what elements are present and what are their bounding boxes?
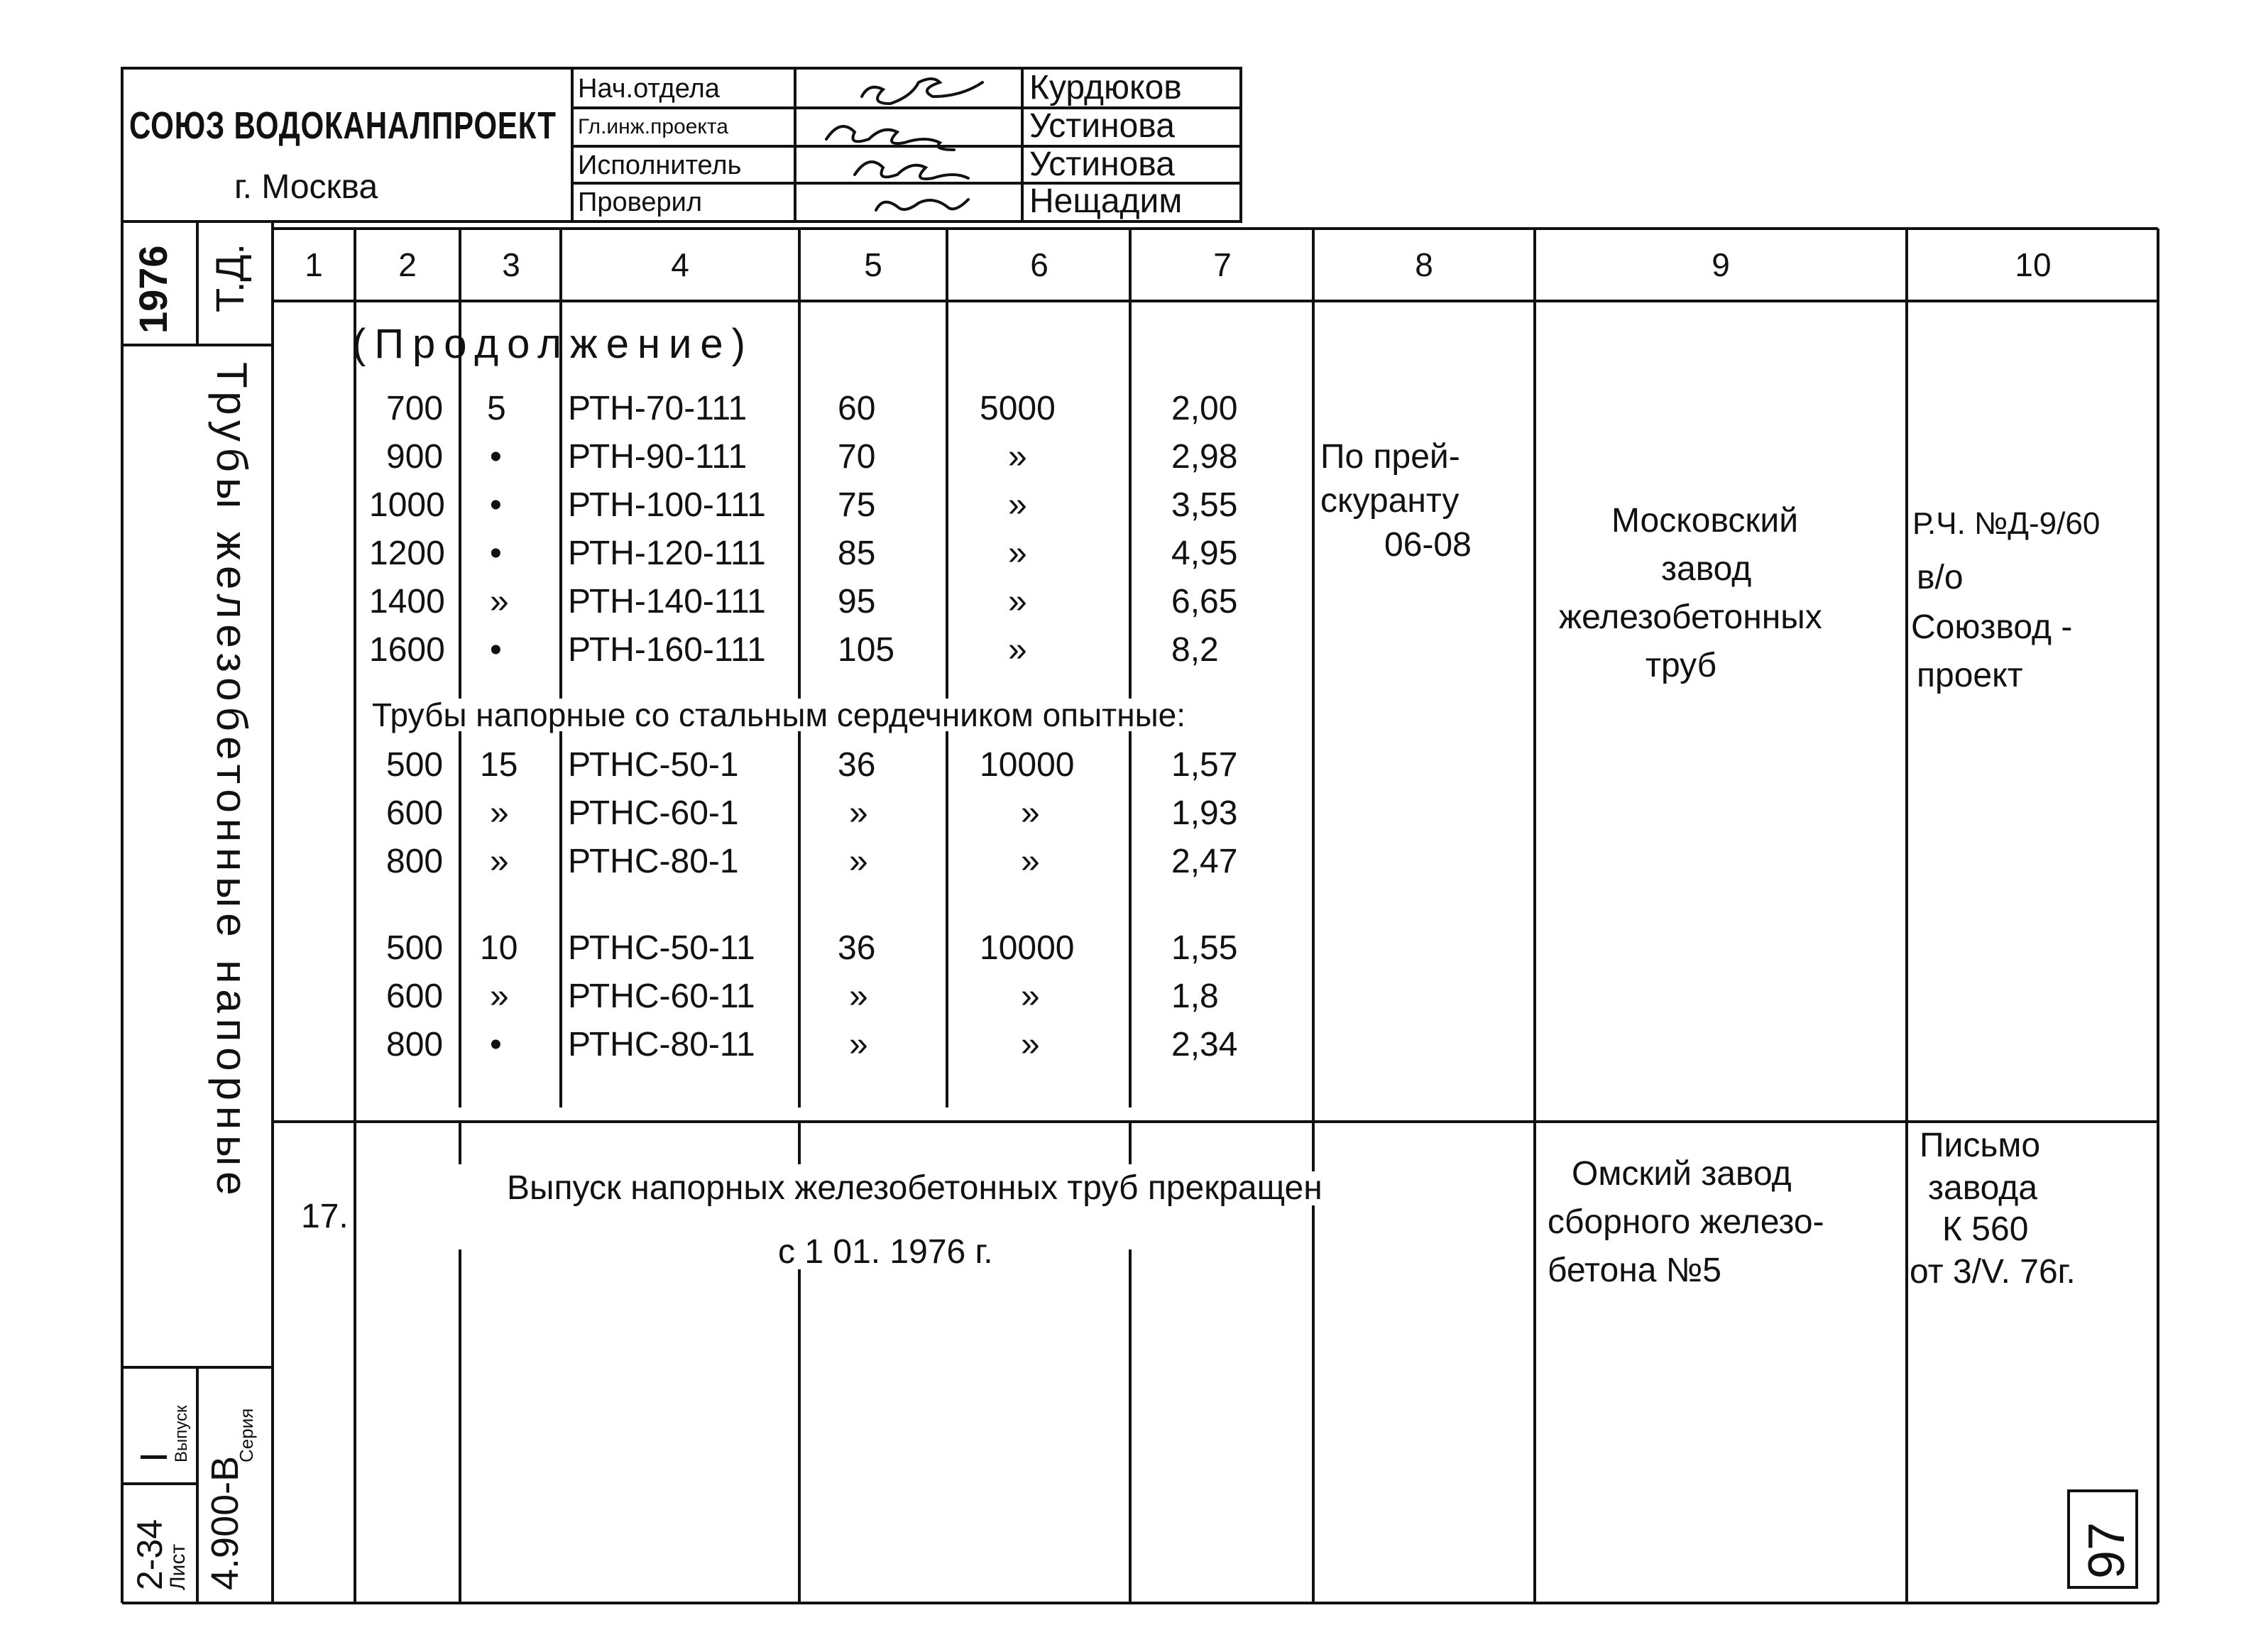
cell-mark: РТН-100-111 — [568, 486, 766, 524]
cell-length: 105 — [838, 631, 895, 669]
cell-quantity: 10000 — [980, 929, 1075, 967]
issue-value: I — [133, 1451, 175, 1462]
note-line: бетона №5 — [1548, 1252, 1721, 1289]
note-line: По прей- — [1320, 438, 1460, 476]
col-header-5: 5 — [864, 246, 882, 283]
cell-diameter: 500 — [386, 746, 444, 784]
cell-diameter: 1200 — [369, 535, 445, 572]
col-header-8: 8 — [1415, 246, 1433, 283]
cell-diameter: 600 — [386, 794, 444, 832]
note-line: Омский завод — [1572, 1155, 1792, 1193]
cell-diameter: 800 — [386, 843, 444, 880]
cell-mark: РТНС-60-11 — [568, 978, 755, 1015]
cell-length: 95 — [838, 583, 876, 620]
col-header-1: 1 — [305, 246, 323, 283]
row-number: 17. — [301, 1198, 349, 1235]
note-line: скуранту — [1320, 482, 1460, 520]
role-chief-engineer: Гл.инж.проекта — [578, 115, 728, 138]
discontinued-date: с 1 01. 1976 г. — [774, 1235, 997, 1269]
cell-pressure: • — [490, 438, 502, 476]
col-header-2: 2 — [398, 246, 417, 283]
col-header-4: 4 — [671, 246, 689, 283]
name-executor: Устинова — [1029, 146, 1175, 183]
discontinued-notice: Выпуск напорных железобетонных труб прекращен — [503, 1171, 1327, 1205]
name-checked-by: Нещадим — [1029, 182, 1183, 220]
cell-length: 85 — [838, 535, 876, 572]
cell-length: 60 — [838, 390, 876, 427]
note-line: К 560 — [1942, 1210, 2029, 1248]
page-number: 97 — [2079, 1521, 2135, 1579]
cell-weight: 2,00 — [1171, 390, 1238, 427]
role-head-of-department: Нач.отдела — [578, 74, 720, 104]
cell-mark: РТН-160-111 — [568, 631, 766, 669]
section-title: Трубы железобетонные напорные — [208, 362, 256, 1201]
cell-quantity: » — [1021, 843, 1040, 880]
cell-pressure: • — [490, 486, 502, 524]
cell-pressure: » — [490, 794, 509, 832]
cell-quantity: » — [1008, 631, 1027, 669]
name-chief-engineer: Устинова — [1029, 107, 1175, 145]
cell-weight: 2,34 — [1171, 1026, 1238, 1063]
note-line: труб — [1646, 647, 1717, 684]
cell-diameter: 700 — [386, 390, 444, 427]
cell-quantity: 10000 — [980, 746, 1075, 784]
cell-mark: РТН-140-111 — [568, 583, 766, 620]
cell-weight: 1,55 — [1171, 929, 1238, 967]
cell-diameter: 500 — [386, 929, 444, 967]
cell-pressure: » — [490, 978, 509, 1015]
note-line: проект — [1917, 657, 2023, 694]
strip-code: Т.Д. — [207, 243, 252, 312]
cell-quantity: » — [1008, 583, 1027, 620]
cell-pressure: • — [490, 535, 502, 572]
cell-quantity: » — [1021, 1026, 1040, 1063]
col-header-7: 7 — [1213, 246, 1232, 283]
strip-year: 1976 — [131, 245, 175, 334]
name-head-of-department: Курдюков — [1029, 69, 1182, 106]
cell-pressure: 15 — [480, 746, 518, 784]
cell-diameter: 1600 — [369, 631, 445, 669]
note-line: в/о — [1917, 559, 1964, 596]
cell-quantity: » — [1021, 978, 1040, 1015]
cell-length: 36 — [838, 746, 876, 784]
cell-quantity: » — [1008, 438, 1027, 476]
signature-scribbles — [798, 68, 1022, 221]
cell-pressure: • — [490, 631, 502, 669]
col-header-6: 6 — [1030, 246, 1048, 283]
note-line: Р.Ч. №Д-9/60 — [1912, 506, 2101, 541]
cell-mark: РТН-90-111 — [568, 438, 748, 476]
cell-length: » — [849, 978, 868, 1015]
issue-label: Выпуск — [172, 1405, 191, 1462]
cell-pressure: » — [490, 843, 509, 880]
cell-length: 36 — [838, 929, 876, 967]
note-line: Союзвод - — [1911, 608, 2073, 646]
cell-quantity: 5000 — [980, 390, 1056, 427]
cell-length: 75 — [838, 486, 876, 524]
cell-quantity: » — [1008, 486, 1027, 524]
org-name: СОЮЗ ВОДОКАНАЛПРОЕКТ — [129, 104, 557, 147]
cell-weight: 1,57 — [1171, 746, 1238, 784]
cell-diameter: 1000 — [369, 486, 445, 524]
note-line: Письмо — [1920, 1127, 2041, 1164]
cell-mark: РТНС-50-1 — [568, 746, 739, 784]
cell-mark: РТНС-60-1 — [568, 794, 739, 832]
sheet-label: Лист — [166, 1543, 190, 1590]
cell-weight: 8,2 — [1171, 631, 1219, 669]
role-executor: Исполнитель — [578, 151, 742, 180]
cell-pressure: 5 — [487, 390, 506, 427]
note-line: Московский — [1611, 502, 1799, 540]
cell-weight: 6,65 — [1171, 583, 1238, 620]
cell-mark: РТНС-50-11 — [568, 929, 755, 967]
sheet-value: 2-34 — [130, 1519, 170, 1590]
cell-pressure: 10 — [480, 929, 518, 967]
cell-mark: РТНС-80-11 — [568, 1026, 755, 1063]
note-line: железобетонных — [1559, 598, 1822, 636]
series-label: Серия — [236, 1408, 257, 1462]
cell-mark: РТНС-80-1 — [568, 843, 739, 880]
cell-length: » — [849, 1026, 868, 1063]
cell-weight: 3,55 — [1171, 486, 1238, 524]
col-header-10: 10 — [2015, 246, 2052, 283]
note-line: завод — [1661, 550, 1752, 588]
cell-diameter: 1400 — [369, 583, 445, 620]
series-value: 4.900-В — [204, 1455, 246, 1590]
note-line: от 3/V. 76г. — [1910, 1253, 2076, 1291]
cell-diameter: 800 — [386, 1026, 444, 1063]
role-checked-by: Проверил — [578, 187, 703, 217]
col-header-9: 9 — [1712, 246, 1730, 283]
cell-diameter: 600 — [386, 978, 444, 1015]
cell-mark: РТН-70-111 — [568, 390, 748, 427]
cell-diameter: 900 — [386, 438, 444, 476]
note-line: сборного железо- — [1548, 1203, 1824, 1241]
cell-weight: 1,8 — [1171, 978, 1219, 1015]
cell-weight: 2,47 — [1171, 843, 1238, 880]
note-line: завода — [1928, 1169, 2038, 1207]
continuation-label: (Продолжение) — [352, 321, 754, 367]
cell-quantity: » — [1008, 535, 1027, 572]
cell-length: 70 — [838, 438, 876, 476]
cell-length: » — [849, 843, 868, 880]
note-line: 06-08 — [1384, 526, 1472, 564]
city-label: г. Москва — [234, 168, 378, 206]
cell-pressure: • — [490, 1026, 502, 1063]
cell-weight: 4,95 — [1171, 535, 1238, 572]
col-header-3: 3 — [502, 246, 520, 283]
cell-weight: 1,93 — [1171, 794, 1238, 832]
cell-length: » — [849, 794, 868, 832]
cell-quantity: » — [1021, 794, 1040, 832]
cell-pressure: » — [490, 583, 509, 620]
group-heading: Трубы напорные со стальным сердечником опытные: — [369, 699, 1188, 731]
cell-weight: 2,98 — [1171, 438, 1238, 476]
cell-mark: РТН-120-111 — [568, 535, 766, 572]
